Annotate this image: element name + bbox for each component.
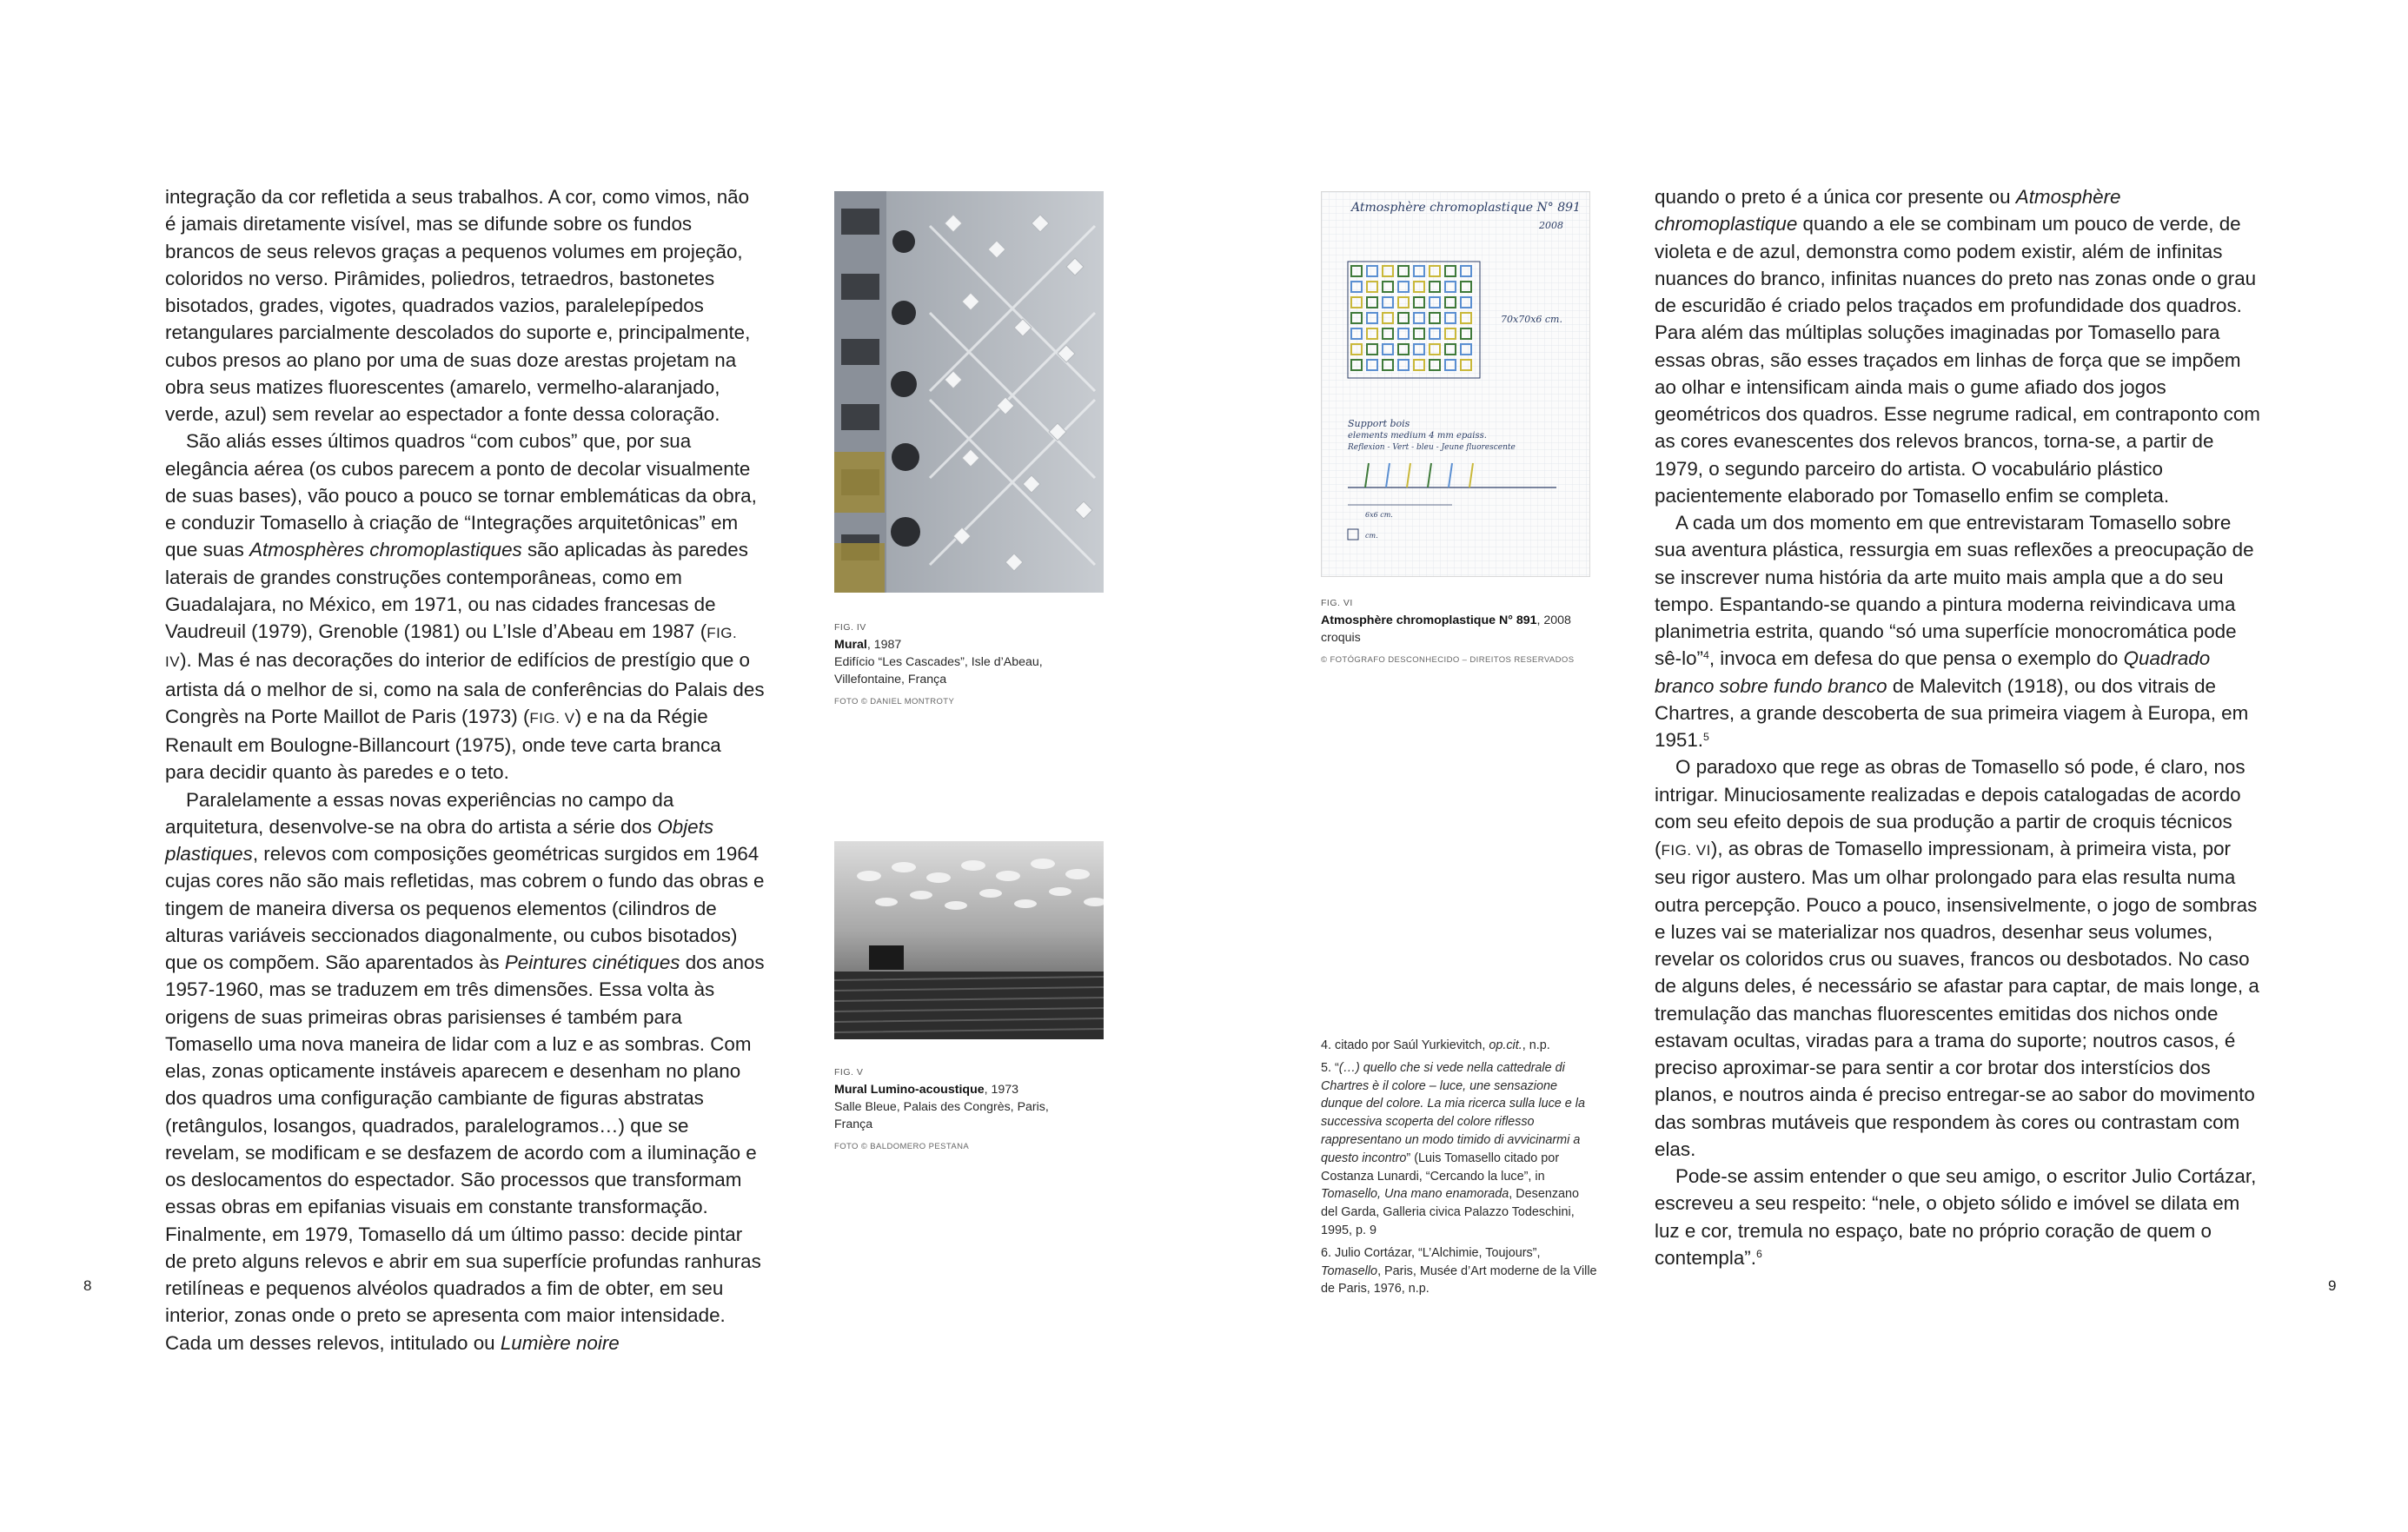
figure-iv-credit: FOTO © DANIEL MONTROTY [834,697,955,706]
sketch-note-reflexion: Reflexion - Vert - bleu - Jeune fluorescente [1348,443,1516,452]
sketch-year: 2008 [1539,220,1563,231]
figure-v-caption [834,1064,1104,1156]
right-page [1204,0,2408,1532]
sketch-heading: Atmosphère chromoplastique N° 891 [1351,201,1581,215]
right-paragraph-3: O paradoxo que rege as obras de Tomasello só pode, é claro, nos intrigar. Minuciosamente realizadas e depois catalogadas de acordo com seu efeito depois de sua produção a partir de croquis técnicos (FIG. VI), as obras de Tomasello impressionam, à primeira vista, por seu rigor austero. Mas um olhar prolongado para elas resulta numa outra percepção. Pouco a pouco, insensivelmente, o jogo de sombras e luzes vai se materializar nos quadros, desenhar seus volumes, revelar os coloridos crus ou suaves, francos ou desbotados. No caso de alguns deles, é necessário se afastar para captar, de mais longe, a tremulação das manchas fluorescentes emitidas dos nichos onde estavam ocultas, viradas para a trama do suporte; noutros casos, é preciso aproximar-se para sentir a cor brotar dos interstícios dos planos, e noutros ainda é preciso entregar-se ao sabor do movimento das sombras mutáveis que respondem às cores ou contrastam com elas. [1655,756,2259,1160]
sketch-cube-size: 6x6 cm. [1365,511,1393,519]
photo-auditorium [834,841,1104,1039]
figure-vi-label: FIG. VI [1321,598,1353,608]
sketch-scale: cm. [1365,532,1378,540]
left-paragraph-3: Paralelamente a essas novas experiências no campo da arquitetura, desenvolve-se na obra do artista a série dos Objets plastiques, relevos com composições geométricas surgidos em 1964 cujas cores não são mais refletidas, mas cobrem o fundo das obras e tingem de maneira diversa os pequenos elementos (cilindros de alturas variáveis seccionados diagonalmente, ou cubos bisotados) que os compõem. São aparentados às Peintures cinétiques dos anos 1957-1960, mas se traduzem em três dimensões. Essa volta às origens de suas primeiras obras parisienses é também para Tomasello uma nova maneira de lidar com a luz e as sombras. Com elas, zonas opticamente instáveis aparecem e desenham no plano dos quadros uma configuração cambiante de figuras abstratas (retângulos, losangos, quadrados, paralelogramos…) que se revelam, se modificam e se desfazem de acordo com a iluminação e os deslocamentos do espectador. São processos que transformam essas obras em epifanias visuais em constante transformação. Finalmente, em 1979, Tomasello dá um último passo: decide pintar de preto alguns relevos e abrir em sua superfície profundas ranhuras retilíneas e pequenos alvéolos quadrados a fim de obter, em seu interior, zonas onde o preto se apresenta com maior intensidade. Cada um desses relevos, intitulado ou Lumière noire [165,788,765,1354]
left-paragraph-1: integração da cor refletida a seus trabalhos. A cor, como vimos, não é jamais diretamente visível, mas se difunde sobre os fundos brancos de seus relevos graças a pequenos volumes em projeção, coloridos no verso. Pirâmides, poliedros, tetraedros, bastonetes bisotados, grades, vigotes, quadrados vazios, paralelepípedos retangulares parcialmente descolados do suporte e, principalmente, cubos presos ao plano por uma de suas doze arestas projetam na obra seus matizes fluorescentes (amarelo, vermelho-alaranjado, verde, azul) sem revelar ao espectador a fonte dessa coloração. [165,186,751,425]
sketch-croquis [1321,191,1590,577]
sketch-note-support: Support bois [1348,418,1410,429]
figure-v-title: Mural Lumino-acoustique [834,1083,985,1097]
figure-vi-title: Atmosphère chromoplastique N° 891 [1321,613,1537,627]
figure-vi-medium: croquis [1321,631,1361,645]
figure-vi [1321,191,1590,669]
footnote-4: 4. citado por Saúl Yurkievitch, op.cit., n.p. [1321,1038,1550,1052]
figure-iv-title: Mural [834,638,867,652]
sketch-note-elements: elements medium 4 mm epaiss. [1348,431,1487,441]
right-body-text [1655,183,2263,1271]
figure-iv-year: , 1987 [866,638,902,652]
left-body-text [165,183,765,1356]
figure-v-credit: FOTO © BALDOMERO PESTANA [834,1142,970,1151]
footnote-5: 5. “(…) quello che si vede nella cattedrale di Chartres è il colore – luce, une sensazione dunque del colore. La mia ricerca sulla luce e la successiva scoperta del colore riflesso rappresentano un modo timido di avvicinarmi a questo incontro” (Luis Tomasello citado por Costanza Lunardi, “Cercando la luce”, in Tomasello, Una mano enamorada, Desenzano del Garda, Galleria civica Palazzo Todeschini, 1995, p. 9 [1321,1060,1585,1237]
figure-iv-location: Edifício “Les Cascades”, Isle d’Abeau, [834,655,1043,669]
page-number-right: 9 [2328,1277,2337,1294]
right-paragraph-2: A cada um dos momento em que entrevistaram Tomasello sobre sua aventura plástica, ressurgia em suas reflexões a preocupação de se inscrever numa história da arte muito mais ampla que a do seu tempo. Espantando-se quando a pintura moderna reivindicava uma planimetria estrita, quando “só uma superfície monocromática pode sê-lo”$^4$, invoca em defesa do que pensa o exemplo do Quadrado branco sobre fundo branco de Malevitch (1918), ou dos vitrais de Chartres, a grande descoberta de sua primeira viagem à Europa, em 1951.$^5$ [1655,512,2254,751]
right-paragraph-4: Pode-se assim entender o que seu amigo, o escritor Julio Cortázar, escreveu a seu respeito: “nele, o objeto sólido e imóvel se dilata em luz e cor, tremula no espaço, bate no próprio coração de quem o contempla”.$^6$ [1655,1165,2257,1269]
figure-iv-label: FIG. IV [834,622,866,633]
figure-iv [834,191,1104,711]
figure-v-label: FIG. V [834,1067,864,1078]
left-paragraph-2: São aliás esses últimos quadros “com cubos” que, por sua elegância aérea (os cubos parecem a ponto de decolar visualmente de suas bases), vão pouco a pouco se tornar emblemáticas da obra, e conduzir Tomasello à criação de “Integrações arquitetônicas” em que suas Atmosphères chromoplastiques são aplicadas às paredes laterais de grandes construções contemporâneas, como em Guadalajara, no México, em 1971, ou nas cidades francesas de Vaudreuil (1979), Grenoble (1981) ou L’Isle d’Abeau em 1987 (FIG. IV). Mas é nas decorações do interior de edifícios de prestígio que o artista dá o melhor de si, como na sala de conferências do Palais des Congrès na Porte Maillot de Paris (1973) (FIG. V) e na da Régie Renault em Boulogne-Billancourt (1975), onde teve carta branca para decidir quanto às paredes e o teto. [165,430,765,784]
figure-v-location: Salle Bleue, Palais des Congrès, Paris, [834,1100,1049,1114]
footnotes [1321,1037,1599,1303]
figure-vi-credit: © FOTÓGRAFO DESCONHECIDO – DIREITOS RESERVADOS [1321,655,1575,665]
figure-iv-caption [834,619,1104,711]
photo-building-mural [834,191,1104,593]
figure-v-country: França [834,1117,873,1131]
right-paragraph-1: quando o preto é a única cor presente ou Atmosphère chromoplastique quando a ele se combinam um pouco de verde, de violeta e de azul, demonstra como podem existir, além de infinitas nuances do branco, infinitas nuances do preto nas zonas onde o grau de escuridão é criado pelos traçados em profundidade dos quadros. Para além das múltiplas soluções imaginadas por Tomasello para essas obras, são esses traçados em linhas de força que se impõem ao olhar e intensificam ainda mais o gume afiado dos jogos geométricos dos quadros. Esse negrume radical, em contraponto com as cores evanescentes dos relevos brancos, torna-se, a partir de 1979, o segundo parceiro do artista. O vocabulário plástico pacientemente elaborado por Tomasello enfim se completa. [1655,186,2260,507]
figure-vi-caption [1321,594,1590,669]
figure-v [834,841,1104,1156]
figure-vi-year: , 2008 [1536,613,1571,627]
figure-v-year: , 1973 [984,1083,1019,1097]
page-number-left: 8 [83,1277,92,1294]
footnote-6: 6. Julio Cortázar, “L’Alchimie, Toujours”, Tomasello, Paris, Musée d’Art moderne de la Ville de Paris, 1976, n.p. [1321,1245,1597,1297]
sketch-dimensions: 70x70x6 cm. [1501,314,1562,325]
figure-iv-country: Villefontaine, França [834,673,947,686]
